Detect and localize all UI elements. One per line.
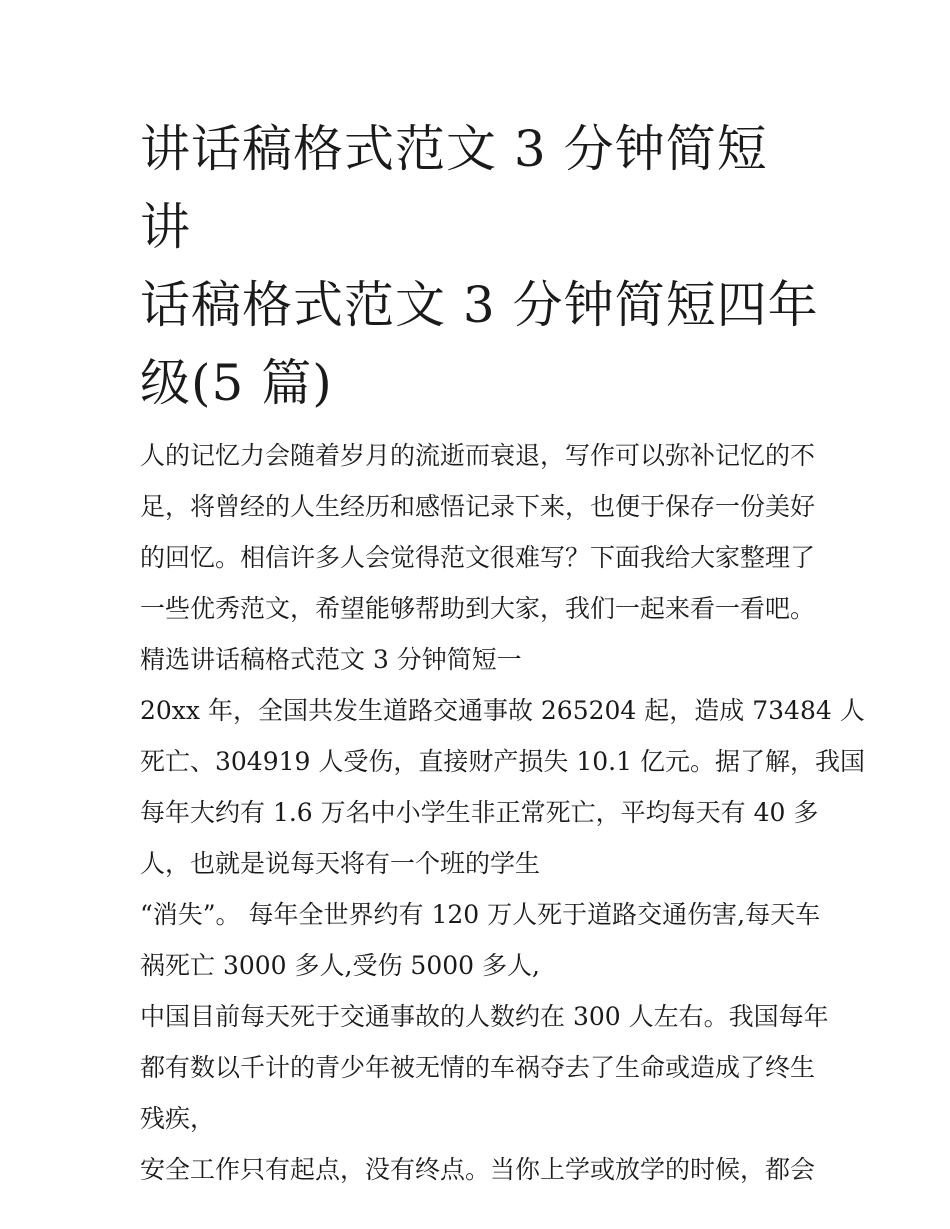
body-line: 残疾， bbox=[140, 1104, 216, 1133]
body-line: “消失”。 每年全世界约有 120 万人死于道路交通伤害,每天车 bbox=[140, 900, 821, 929]
body-line: 都有数以千计的青少年被无情的车祸夺去了生命或造成了终生 bbox=[140, 1053, 816, 1082]
title-line: 话稿格式范文 3 分钟简短四年 bbox=[140, 276, 819, 334]
body-line: 20xx 年，全国共发生道路交通事故 265204 起，造成 73484 人 bbox=[140, 696, 865, 725]
body-line: 足，将曾经的人生经历和感悟记录下来，也便于保存一份美好 bbox=[140, 492, 816, 521]
body-line: 祸死亡 3000 多人,受伤 5000 多人, bbox=[140, 951, 540, 980]
body-line: 每年大约有 1.6 万名中小学生非正常死亡，平均每天有 40 多 bbox=[140, 798, 819, 827]
document-title bbox=[140, 110, 820, 422]
body-line: 安全工作只有起点，没有终点。当你上学或放学的时候，都会 bbox=[140, 1155, 816, 1184]
title-line: 讲话稿格式范文 3 分钟简短 讲 bbox=[140, 120, 768, 256]
title-line: 级(5 篇) bbox=[140, 354, 333, 412]
body-line: 中国目前每天死于交通事故的人数约在 300 人左右。我国每年 bbox=[140, 1002, 829, 1031]
body-line: 的回忆。相信许多人会觉得范文很难写？下面我给大家整理了 bbox=[140, 543, 816, 572]
document-page bbox=[140, 110, 865, 1195]
body-line: 人，也就是说每天将有一个班的学生 bbox=[140, 849, 541, 878]
document-body bbox=[140, 430, 865, 1195]
body-line: 一些优秀范文，希望能够帮助到大家，我们一起来看一看吧。 bbox=[140, 594, 816, 623]
body-line: 人的记忆力会随着岁月的流逝而衰退，写作可以弥补记忆的不 bbox=[140, 441, 816, 470]
body-line: 死亡、304919 人受伤，直接财产损失 10.1 亿元。据了解，我国 bbox=[140, 747, 865, 776]
section-heading: 精选讲话稿格式范文 3 分钟简短一 bbox=[140, 645, 522, 674]
